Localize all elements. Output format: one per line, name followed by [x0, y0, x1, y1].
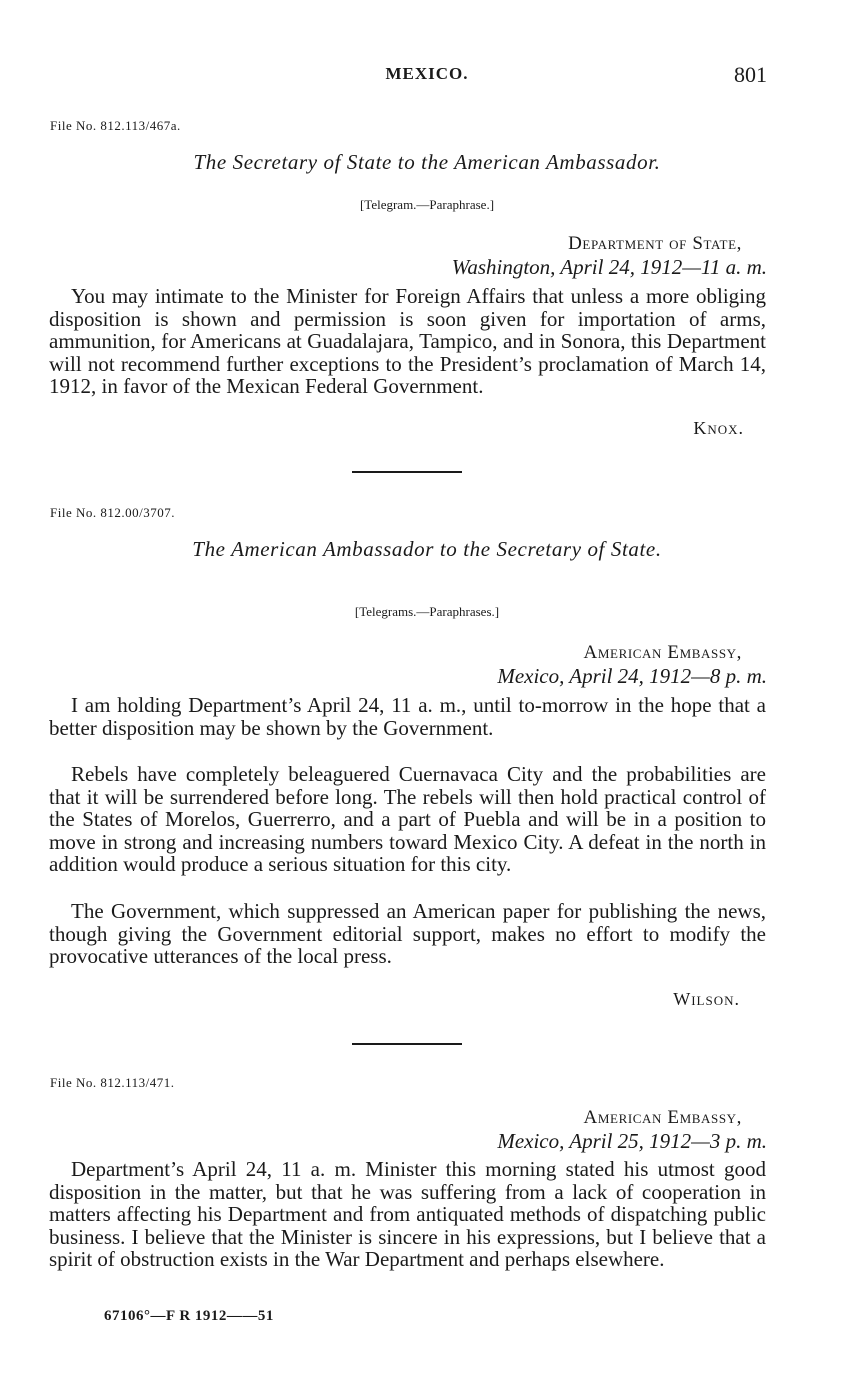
telegram-note: [Telegrams.—Paraphrases.]: [354, 604, 500, 619]
file-number: File No. 812.00/3707.: [50, 505, 175, 520]
file-number: File No. 812.113/467a.: [50, 118, 181, 133]
running-title: MEXICO.: [385, 64, 469, 83]
section-divider: [352, 1043, 462, 1045]
page-number: 801: [734, 62, 767, 87]
signature-mark: 67106°—F R 1912——51: [104, 1308, 274, 1324]
dateline-place: Department of State,: [568, 233, 742, 254]
telegram-note: [Telegram.—Paraphrase.]: [359, 197, 495, 212]
dateline-date: Washington, April 24, 1912—11 a. m.: [451, 255, 767, 279]
dateline-date: Mexico, April 24, 1912—8 p. m.: [497, 664, 767, 688]
document-title: The American Ambassador to the Secretary of State.: [192, 537, 662, 561]
signature: Knox.: [693, 418, 744, 438]
section-divider: [352, 471, 462, 473]
dateline-place: American Embassy,: [583, 642, 742, 663]
dateline-date: Mexico, April 25, 1912—3 p. m.: [497, 1129, 767, 1153]
document-title: The Secretary of State to the American Ambassador.: [193, 150, 661, 174]
file-number: File No. 812.113/471.: [50, 1075, 175, 1090]
body-paragraph: The Government, which suppressed an American paper for publishing the news, though giving the Government editorial support, makes no effort to modify the provocative utterances of the local press.: [49, 899, 766, 969]
body-paragraph: I am holding Department’s April 24, 11 a. m., until to-morrow in the hope that a better disposition may be shown by the Government.: [49, 693, 766, 740]
body-paragraph: Rebels have completely beleaguered Cuernavaca City and the probabilities are that it will be surrendered before long. The rebels will then hold practical control of the States of Morelos, Guerrerro, and a part of Puebla and will be in a position to move in strong and increasing numbers toward Mexico City. A defeat in the north in addition would produce a serious situation for this city.: [49, 762, 766, 877]
body-paragraph: You may intimate to the Minister for Foreign Affairs that unless a more obliging disposition is shown and permission is soon given for importation of arms, ammunition, for Americans at Guadalajara, Tampico, and in Sonora, this Department will not recommend further exceptions to the President’s proclamation of March 14, 1912, in favor of the Mexican Federal Government.: [49, 284, 766, 399]
body-paragraph: Department’s April 24, 11 a. m. Minister this morning stated his utmost good disposition in the matter, but that he was suffering from a lack of cooperation in matters affecting his Department and from antiquated methods of dispatching public business. I believe that the Minister is sincere in his expressions, but I believe that a spirit of obstruction exists in the War Department and perhaps elsewhere.: [49, 1157, 766, 1272]
signature: Wilson.: [673, 989, 740, 1009]
dateline-place: American Embassy,: [583, 1107, 742, 1128]
